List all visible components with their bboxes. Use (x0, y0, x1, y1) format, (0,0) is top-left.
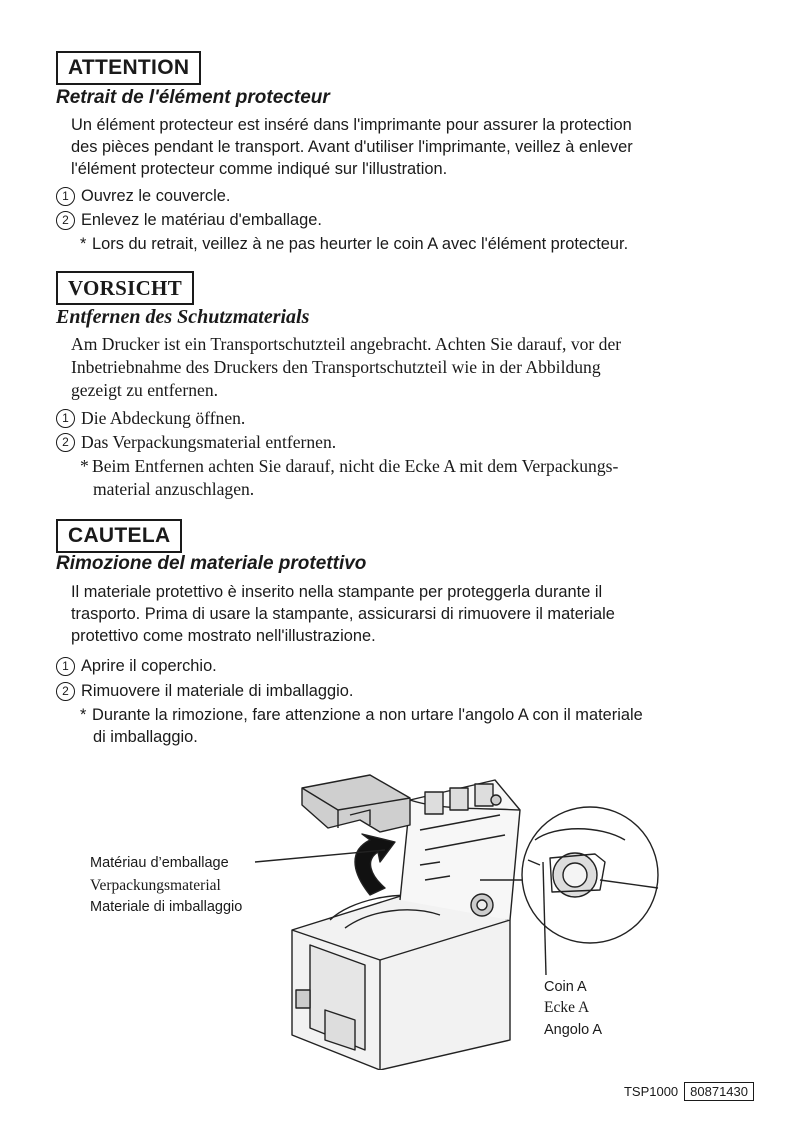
paragraph-line: protettivo come mostrato nell'illustrazione. (71, 627, 376, 645)
material-label-fr: Matériau d’emballage (90, 855, 229, 871)
step-text: Ouvrez le couvercle. (81, 187, 231, 205)
step-number: 2 (56, 433, 75, 452)
note-line: Durante la rimozione, fare attenzione a non urtare l'angolo A con il materiale (92, 706, 643, 724)
step-text: Die Abdeckung öffnen. (81, 408, 246, 428)
section-badge-cautela: CAUTELA (56, 519, 182, 553)
paragraph-line: l'élément protecteur comme indiqué sur l'illustration. (71, 160, 448, 178)
step-number: 2 (56, 211, 75, 230)
step-2-de (56, 431, 336, 453)
note-line: di imballaggio. (93, 728, 198, 746)
step-text: Das Verpackungsmaterial entfernen. (81, 432, 337, 452)
corner-label-de: Ecke A (544, 999, 590, 1016)
section-badge-vorsicht: VORSICHT (56, 271, 194, 305)
footer (624, 1082, 754, 1101)
paragraph-line: Inbetriebnahme des Druckers den Transportschutzteil wie in der Abbildung (71, 357, 601, 377)
step-1-fr (56, 185, 230, 207)
corner-label-it: Angolo A (544, 1022, 603, 1038)
note-fr (80, 233, 754, 255)
step-text: Aprire il coperchio. (81, 657, 217, 675)
step-1-de (56, 407, 245, 429)
printer-illustration (80, 770, 740, 1070)
step-text: Enlevez le matériau d'emballage. (81, 211, 322, 229)
section-paragraph-it (71, 581, 753, 647)
section-subtitle-it: Rimozione del materiale protettivo (56, 553, 367, 574)
packing-material (302, 775, 410, 832)
section-paragraph-fr (71, 114, 753, 180)
step-number: 1 (56, 657, 75, 676)
note-it (80, 704, 754, 748)
material-label-it: Materiale di imballaggio (90, 899, 243, 915)
step-number: 2 (56, 682, 75, 701)
paragraph-line: Il materiale protettivo è inserito nella stampante per proteggerla durante il (71, 583, 603, 601)
material-label-de: Verpackungsmaterial (90, 877, 221, 894)
note-marker: * (80, 456, 89, 476)
note-line: material anzuschlagen. (93, 479, 255, 499)
step-2-it (56, 680, 353, 702)
step-text: Rimuovere il materiale di imballaggio. (81, 682, 354, 700)
section-subtitle-fr: Retrait de l'élément protecteur (56, 87, 330, 108)
paragraph-line: Un élément protecteur est inséré dans l'imprimante pour assurer la protection (71, 116, 632, 134)
step-1-it (56, 655, 217, 677)
note-marker: * (80, 706, 87, 724)
section-paragraph-de (71, 333, 753, 402)
note-line: Beim Entfernen achten Sie darauf, nicht die Ecke A mit dem Verpackungs- (92, 456, 619, 476)
corner-label-fr: Coin A (544, 979, 587, 995)
section-badge-attention: ATTENTION (56, 51, 201, 85)
paragraph-line: gezeigt zu entfernen. (71, 380, 219, 400)
note-line: Lors du retrait, veillez à ne pas heurter le coin A avec l'élément protecteur. (92, 235, 629, 253)
section-subtitle-de: Entfernen des Schutzmaterials (56, 306, 310, 328)
model-number: TSP1000 (623, 1084, 679, 1099)
document-code: 80871430 (684, 1082, 754, 1101)
note-marker: * (80, 235, 87, 253)
paragraph-line: trasporto. Prima di usare la stampante, assicurarsi di rimuovere il materiale (71, 605, 615, 623)
paragraph-line: Am Drucker ist ein Transportschutzteil angebracht. Achten Sie darauf, vor der (71, 334, 622, 354)
step-number: 1 (56, 409, 75, 428)
note-de (80, 455, 754, 501)
paragraph-line: des pièces pendant le transport. Avant d'utiliser l'imprimante, veillez à enlever (71, 138, 633, 156)
removal-arrow (355, 834, 395, 895)
step-2-fr (56, 209, 322, 231)
step-number: 1 (56, 187, 75, 206)
